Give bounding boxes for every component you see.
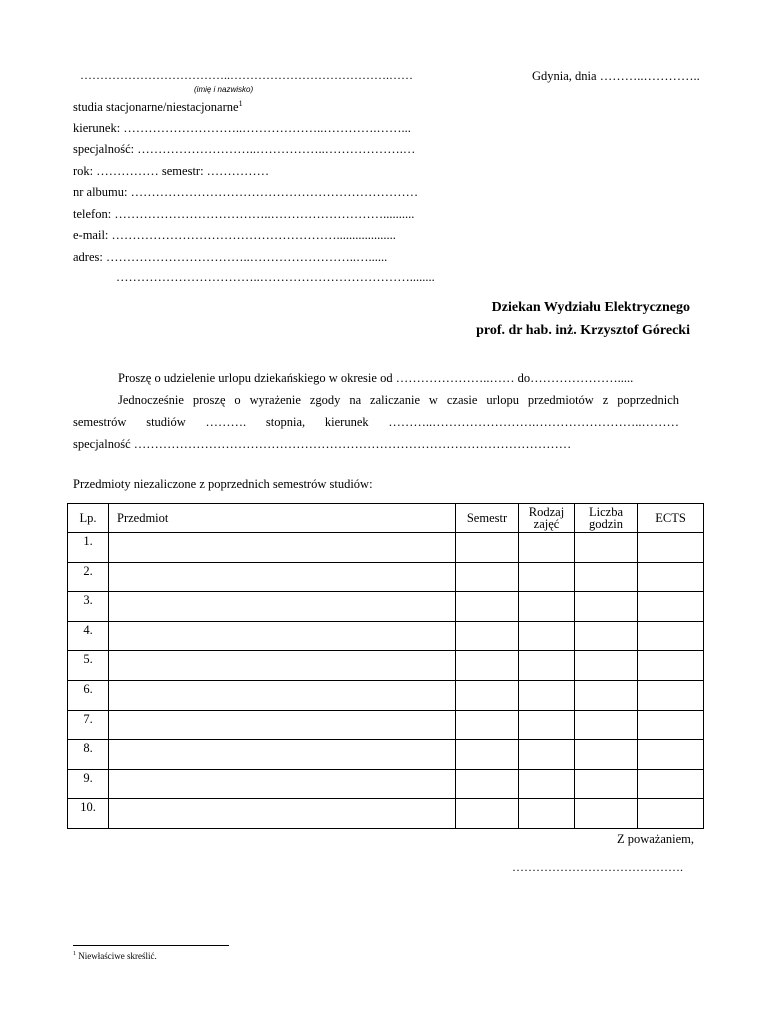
row-hours-cell[interactable] xyxy=(575,710,638,740)
row-lp: 5. xyxy=(68,651,109,681)
row-semester-cell[interactable] xyxy=(456,710,519,740)
row-type-cell[interactable] xyxy=(519,651,575,681)
row-hours-cell[interactable] xyxy=(575,533,638,563)
row-semester-cell[interactable] xyxy=(456,651,519,681)
field-telefon: telefon: ………………………………..……………………….......... xyxy=(73,207,415,221)
row-ects-cell[interactable] xyxy=(638,621,704,651)
row-semester-cell[interactable] xyxy=(456,562,519,592)
footnote-mark: 1 xyxy=(73,951,76,957)
row-subject-cell[interactable] xyxy=(109,740,456,770)
request-paragraph-2-line2: semestrów studiów ………. stopnia, kierunek ………..…………………….……………………..……… xyxy=(73,415,679,429)
row-lp: 7. xyxy=(68,710,109,740)
row-ects-cell[interactable] xyxy=(638,799,704,829)
row-subject-cell[interactable] xyxy=(109,592,456,622)
subjects-table xyxy=(67,503,704,829)
row-type-cell[interactable] xyxy=(519,740,575,770)
row-ects-cell[interactable] xyxy=(638,592,704,622)
footnote-divider xyxy=(73,945,229,946)
row-subject-cell[interactable] xyxy=(109,769,456,799)
header-ects: ECTS xyxy=(638,504,704,533)
request-paragraph-2: Jednocześnie proszę o wyrażenie zgody na zaliczanie w czasie urlopu przedmiotów z poprzednich xyxy=(118,393,679,407)
row-hours-cell[interactable] xyxy=(575,562,638,592)
table-row xyxy=(68,680,704,710)
row-semester-cell[interactable] xyxy=(456,621,519,651)
addressee-name: prof. dr hab. inż. Krzysztof Górecki xyxy=(476,323,690,338)
footnote-text: Niewłaściwe skreślić. xyxy=(78,951,157,961)
row-hours-cell[interactable] xyxy=(575,680,638,710)
field-adres: adres: ……………………………..……………………..…...... xyxy=(73,250,388,264)
table-row xyxy=(68,769,704,799)
row-type-cell[interactable] xyxy=(519,533,575,563)
row-hours-cell[interactable] xyxy=(575,740,638,770)
row-lp: 6. xyxy=(68,680,109,710)
row-type-cell[interactable] xyxy=(519,680,575,710)
row-subject-cell[interactable] xyxy=(109,651,456,681)
table-title: Przedmioty niezaliczone z poprzednich semestrów studiów: xyxy=(73,477,373,491)
footnote xyxy=(73,951,157,961)
request-paragraph-1: Proszę o udzielenie urlopu dziekańskiego w okresie od …………………..…… do…………………..... xyxy=(118,371,634,385)
row-subject-cell[interactable] xyxy=(109,621,456,651)
row-lp: 3. xyxy=(68,592,109,622)
row-lp: 8. xyxy=(68,740,109,770)
row-lp: 4. xyxy=(68,621,109,651)
table-row xyxy=(68,562,704,592)
row-lp: 1. xyxy=(68,533,109,563)
row-subject-cell[interactable] xyxy=(109,799,456,829)
table-row xyxy=(68,621,704,651)
row-hours-cell[interactable] xyxy=(575,651,638,681)
header-subject: Przedmiot xyxy=(109,504,456,533)
row-ects-cell[interactable] xyxy=(638,680,704,710)
row-type-cell[interactable] xyxy=(519,799,575,829)
field-kierunek: kierunek: ………………………..………………..………….……... xyxy=(73,121,411,135)
row-ects-cell[interactable] xyxy=(638,769,704,799)
field-email: e-mail: ………………………………………………................... xyxy=(73,228,396,242)
row-hours-cell[interactable] xyxy=(575,592,638,622)
header-lp: Lp. xyxy=(68,504,109,533)
row-subject-cell[interactable] xyxy=(109,680,456,710)
row-type-cell[interactable] xyxy=(519,710,575,740)
row-lp: 10. xyxy=(68,799,109,829)
field-nr-albumu: nr albumu: …………………………………………………………… xyxy=(73,185,419,199)
header-type: Rodzaj zajęć xyxy=(519,504,575,533)
row-semester-cell[interactable] xyxy=(456,740,519,770)
row-type-cell[interactable] xyxy=(519,592,575,622)
row-type-cell[interactable] xyxy=(519,769,575,799)
table-row xyxy=(68,592,704,622)
field-study-mode: studia stacjonarne/niestacjonarne$^1$ xyxy=(73,99,243,115)
row-ects-cell[interactable] xyxy=(638,740,704,770)
table-row xyxy=(68,533,704,563)
row-hours-cell[interactable] xyxy=(575,799,638,829)
row-ects-cell[interactable] xyxy=(638,533,704,563)
field-specjalnosc: specjalność: ………………………..……………..……………….… xyxy=(73,142,416,156)
date-placeholder: ………..………….. xyxy=(599,69,700,83)
date-line xyxy=(532,69,700,84)
name-caption: (imię i nazwisko) xyxy=(194,85,254,94)
name-placeholder: ………………………………..………………………………….…… xyxy=(80,68,413,82)
row-lp: 9. xyxy=(68,769,109,799)
row-type-cell[interactable] xyxy=(519,562,575,592)
row-ects-cell[interactable] xyxy=(638,710,704,740)
row-semester-cell[interactable] xyxy=(456,769,519,799)
row-type-cell[interactable] xyxy=(519,621,575,651)
closing-regards: Z poważaniem, xyxy=(616,832,694,846)
footnote-ref: 1 xyxy=(238,99,243,108)
row-subject-cell[interactable] xyxy=(109,533,456,563)
row-semester-cell[interactable] xyxy=(456,680,519,710)
row-hours-cell[interactable] xyxy=(575,769,638,799)
addressee-title: Dziekan Wydziału Elektrycznego xyxy=(491,300,690,315)
row-subject-cell[interactable] xyxy=(109,562,456,592)
row-ects-cell[interactable] xyxy=(638,562,704,592)
field-rok-semestr: rok: …………… semestr: …………… xyxy=(73,164,270,178)
row-hours-cell[interactable] xyxy=(575,621,638,651)
signature-line: ……………………………………. xyxy=(512,860,683,874)
table-row xyxy=(68,740,704,770)
request-paragraph-2-line3: specjalność …………………………………………………………………………………………… xyxy=(73,437,572,451)
date-label: Gdynia, dnia xyxy=(532,69,597,83)
header-hours: Liczba godzin xyxy=(575,504,638,533)
table-header-row xyxy=(68,504,704,533)
row-semester-cell[interactable] xyxy=(456,592,519,622)
row-semester-cell[interactable] xyxy=(456,533,519,563)
row-ects-cell[interactable] xyxy=(638,651,704,681)
row-semester-cell[interactable] xyxy=(456,799,519,829)
table-row xyxy=(68,710,704,740)
field-adres-line2: ……………………………..………………………………........ xyxy=(116,270,435,284)
row-lp: 2. xyxy=(68,562,109,592)
request-body xyxy=(73,367,679,455)
row-subject-cell[interactable] xyxy=(109,710,456,740)
table-row xyxy=(68,799,704,829)
header-semester: Semestr xyxy=(456,504,519,533)
table-row xyxy=(68,651,704,681)
